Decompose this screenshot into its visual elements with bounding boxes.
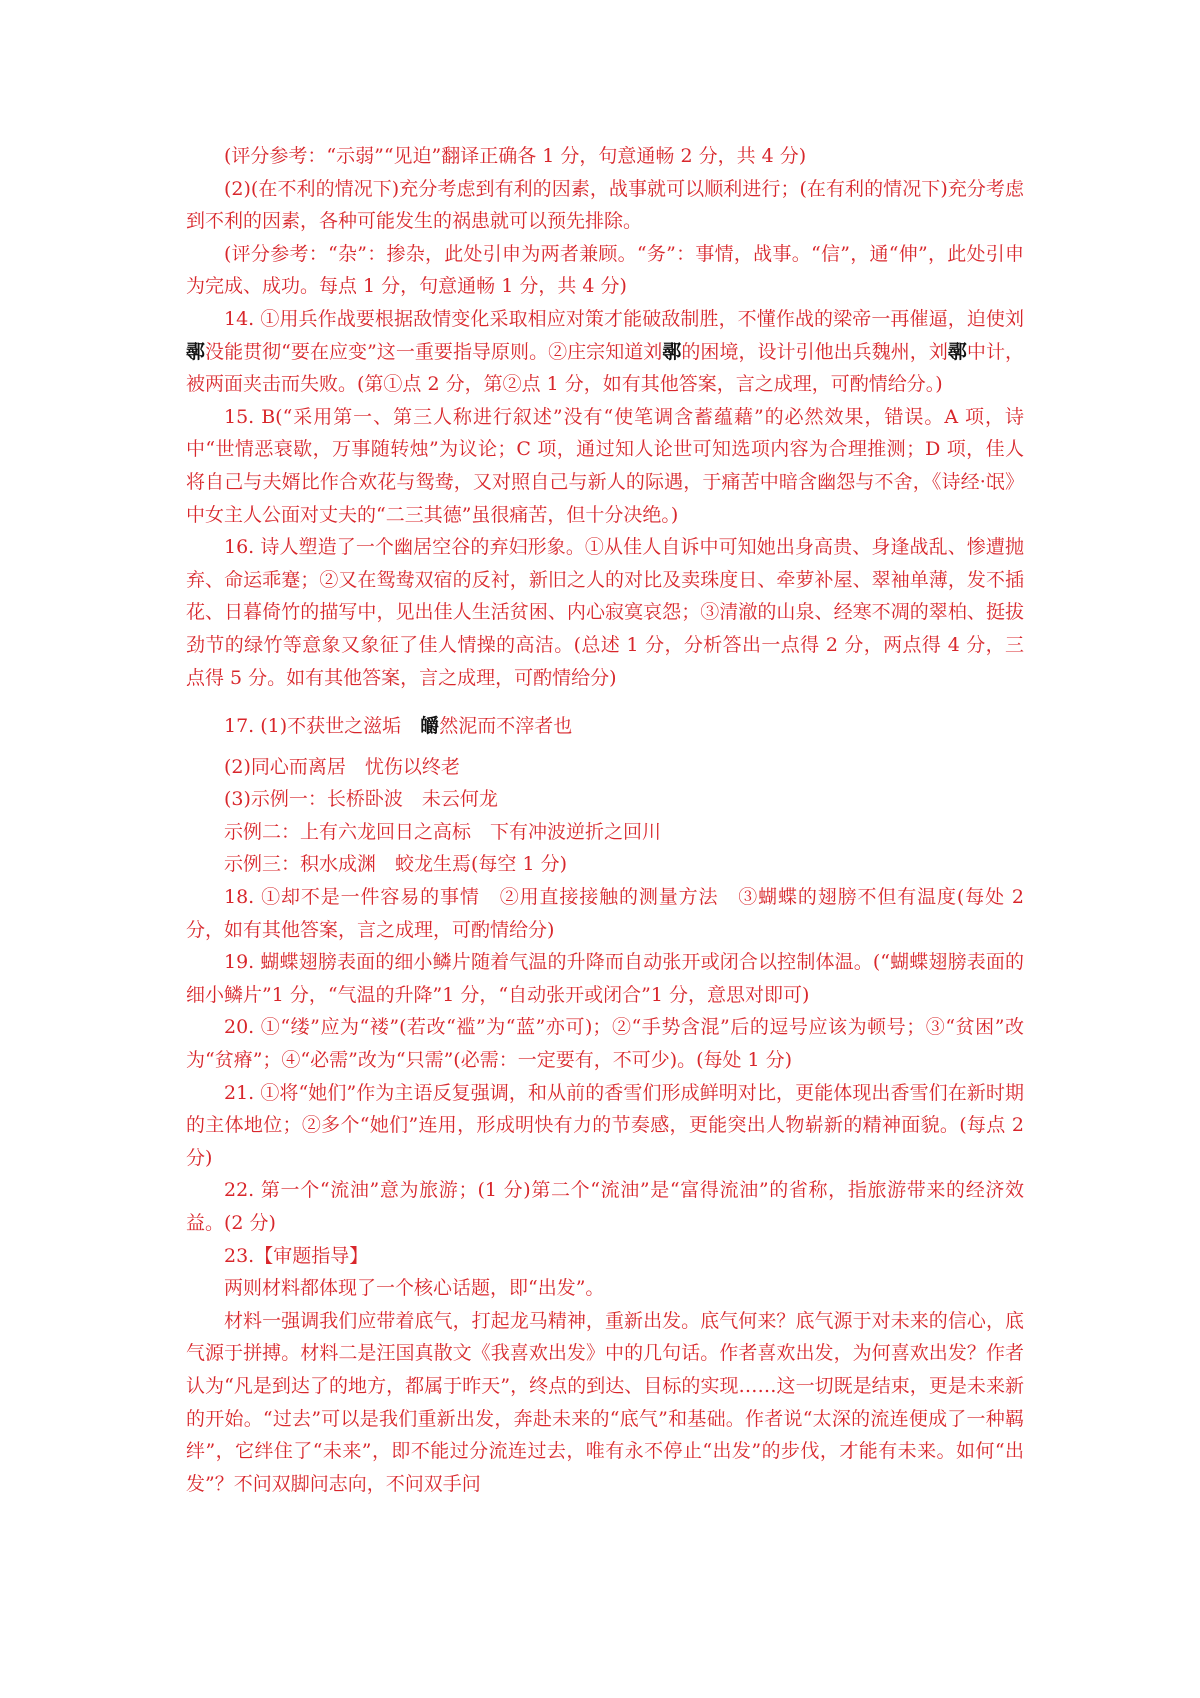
rare-char: 鄩 <box>186 340 206 363</box>
q17-line-1: 17. (1)不获世之滋垢 皭然泥而不滓者也 <box>224 715 573 738</box>
q23-paragraph-1: 两则材料都体现了一个核心话题，即“出发”。 <box>224 1277 605 1300</box>
q23-paragraph-2: 材料一强调我们应带着底气，打起龙马精神，重新出发。底气何来？底气源于对未来的信心，底气源于拼搏。材料二是汪国真散文《我喜欢出发》中的几句话。作者喜欢出发，为何喜欢出发？作者认为“凡是到达了的地方，都属于昨天”，终点的到达、目标的实现……这一切既是结束，更是未来新的开始。“过去”可以是我们重新出发，奔赴未来的“底气”和基础。作者说“太深的流连便成了一种羁绊”，它绊住了“未来”，即不能过分流连过去，唯有永不停止“出发”的步伐，才能有未来。如何“出发”？不问双脚问志向，不问双手问 <box>186 1309 1024 1495</box>
rare-char: 皭 <box>420 715 440 738</box>
q16-answer: 16. 诗人塑造了一个幽居空谷的弃妇形象。①从佳人自诉中可知她出身高贵、身逢战乱、惨遭抛弃、命运乖蹇；②又在鸳鸯双宿的反衬，新旧之人的对比及卖珠度日、牵萝补屋、翠袖单薄，发不插花、日暮倚竹的描写中，见出佳人生活贫困、内心寂寞哀怨；③清澈的山泉、经寒不凋的翠柏、挺拔劲节的绿竹等意象又象征了佳人情操的高洁。(总述 1 分，分析答出一点得 2 分，两点得 4 分，三点得 5 分。如有其他答案，言之成理，可酌情给分) <box>186 536 1024 689</box>
q20-answer: 20. ①“缕”应为“褛”(若改“褴”为“蓝”亦可)；②“手势含混”后的逗号应该为顿号；③“贫困”改为“贫瘠”；④“必需”改为“只需”(必需：一定要有，不可少)。(每处 1 分) <box>186 1016 1024 1072</box>
q14-answer: 14. ①用兵作战要根据敌情变化采取相应对策才能破敌制胜，不懂作战的梁帝一再催逼，迫使刘鄩没能贯彻“要在应变”这一重要指导原则。②庄宗知道刘鄩的困境，设计引他出兵魏州，刘鄩中计，被两面夹击而失败。(第①点 2 分，第②点 1 分，如有其他答案，言之成理，可酌情给分。) <box>186 307 1024 396</box>
q18-answer: 18. ①却不是一件容易的事情 ②用直接接触的测量方法 ③蝴蝶的翅膀不但有温度(每处 2 分，如有其他答案，言之成理，可酌情给分) <box>186 886 1024 941</box>
q21-answer: 21. ①将“她们”作为主语反复强调，和从前的香雪们形成鲜明对比，更能体现出香雪们在新时期的主体地位；②多个“她们”连用，形成明快有力的节奏感，更能突出人物崭新的精神面貌。(每点 2 分) <box>186 1081 1024 1169</box>
rare-char: 鄩 <box>947 340 967 363</box>
answer-page <box>186 140 1024 1500</box>
rare-char: 鄩 <box>662 340 682 363</box>
q17-line-5: 示例三：积水成渊 蛟龙生焉(每空 1 分) <box>224 853 567 876</box>
q19-answer: 19. 蝴蝶翅膀表面的细小鳞片随着气温的升降而自动张开或闭合以控制体温。(“蝴蝶翅膀表面的细小鳞片”1 分，“气温的升降”1 分，“自动张开或闭合”1 分，意思对即可) <box>186 951 1024 1006</box>
q17-line-2: (2)同心而离居 忧伤以终老 <box>224 755 460 778</box>
q17-line-3: (3)示例一：长桥卧波 未云何龙 <box>224 788 498 811</box>
q15-answer: 15. B(“采用第一、第三人称进行叙述”没有“使笔调含蓄蕴藉”的必然效果，错误。A 项，诗中“世情恶衰歇，万事随转烛”为议论；C 项，通过知人论世可知选项内容为合理推测；D 项，佳人将自己与夫婿比作合欢花与鸳鸯，又对照自己与新人的际遇，于痛苦中暗含幽怨与不舍，《诗经·氓》中女主人公面对丈夫的“二三其德”虽很痛苦，但十分决绝。) <box>186 405 1024 526</box>
q13-answer-2: (2)(在不利的情况下)充分考虑到有利的因素，战事就可以顺利进行；(在有利的情况下)充分考虑到不利的因素，各种可能发生的祸患就可以预先排除。 <box>186 177 1024 233</box>
q17-line-4: 示例二：上有六龙回日之高标 下有冲波逆折之回川 <box>224 820 662 843</box>
q13-score-note-2: (评分参考：“杂”：掺杂，此处引申为两者兼顾。“务”：事情，战事。“信”，通“伸”，此处引申为完成、成功。每点 1 分，句意通畅 1 分，共 4 分) <box>186 242 1024 298</box>
q22-answer: 22. 第一个“流油”意为旅游；(1 分)第二个“流油”是“富得流油”的省称，指旅游带来的经济效益。(2 分) <box>186 1179 1024 1234</box>
q23-title: 23.【审题指导】 <box>224 1244 369 1267</box>
q13-score-note-1: (评分参考：“示弱”“见迫”翻译正确各 1 分，句意通畅 2 分，共 4 分) <box>224 145 807 167</box>
